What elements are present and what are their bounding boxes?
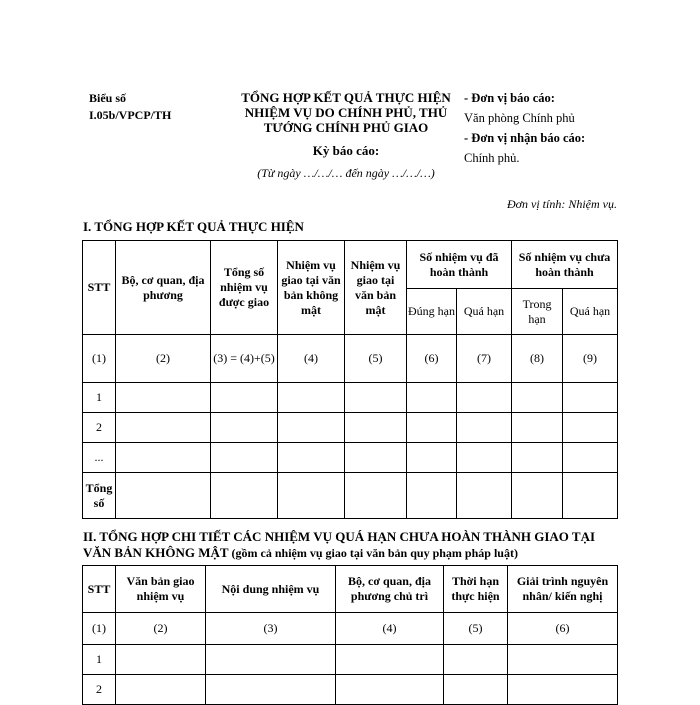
col-number: (1) [83,335,116,383]
sender-value: Văn phòng Chính phủ [464,111,575,125]
section2-title [83,529,623,561]
form-code-line: I.05b/VPCP/TH [89,108,172,122]
col-number: (4) [278,335,345,383]
row-label: 2 [83,675,116,705]
header-completed-on-time: Đúng hạn [407,289,457,335]
receiver-label: - Đơn vị nhận báo cáo: [464,131,586,145]
overdue-detail-table [82,565,618,705]
column-number-row [83,335,618,383]
header-stt: STT [83,241,116,335]
col-number: (5) [345,335,407,383]
header-content: Nội dung nhiệm vụ [206,566,336,613]
receiver-value: Chính phủ. [464,151,520,165]
col-number: (5) [444,613,508,645]
form-code-line: Biểu số [89,91,127,105]
header-deadline: Thời hạn thực hiện [444,566,508,613]
unit-note: Đơn vị tính: Nhiệm vụ. [506,197,617,211]
section2-note: (gồm cả nhiệm vụ giao tại văn bản quy phạm pháp luật) [231,546,518,560]
col-number: (3) = (4)+(5) [211,335,278,383]
title-line: TƯỚNG CHÍNH PHỦ GIAO [263,120,429,135]
table-row [83,413,618,443]
table-row [83,383,618,413]
table-row [83,443,618,473]
col-number: (2) [116,613,206,645]
title-line: NHIỆM VỤ DO CHÍNH PHỦ, THỦ [244,105,448,120]
total-row [83,473,618,519]
row-label: Tổng số [83,473,116,519]
header-explain: Giải trình nguyên nhân/ kiến nghị [508,566,618,613]
col-number: (4) [336,613,444,645]
col-number: (3) [206,613,336,645]
header-incomplete-overdue: Quá hạn [563,289,618,335]
row-label: 2 [83,413,116,443]
summary-table [82,240,618,519]
header-agency: Bộ, cơ quan, địa phương chủ trì [336,566,444,613]
table-row [83,645,618,675]
sender-label: - Đơn vị báo cáo: [464,91,555,105]
header-total: Tổng số nhiệm vụ được giao [211,241,278,335]
header-completed: Số nhiệm vụ đã hoàn thành [407,241,512,289]
header-secret: Nhiệm vụ giao tại văn bản mật [345,241,407,335]
header-non-secret: Nhiệm vụ giao tại văn bản không mật [278,241,345,335]
document-title [230,90,462,135]
row-label: 1 [83,383,116,413]
header-incomplete-in-term: Trong hạn [512,289,563,335]
col-number: (6) [407,335,457,383]
header-stt: STT [83,566,116,613]
header-agency: Bộ, cơ quan, địa phương [116,241,211,335]
header-completed-overdue: Quá hạn [457,289,512,335]
section1-title: I. TỔNG HỢP KẾT QUẢ THỰC HIỆN [83,219,304,234]
row-label: ... [83,443,116,473]
form-code [89,90,171,124]
col-number: (1) [83,613,116,645]
col-number: (8) [512,335,563,383]
col-number: (6) [508,613,618,645]
col-number: (7) [457,335,512,383]
section2-heading: II. TỔNG HỢP CHI TIẾT CÁC NHIỆM VỤ QUÁ HẠN CHƯA HOÀN THÀNH GIAO TẠI VĂN BẢN KHÔNG MẬT [83,529,596,560]
col-number: (2) [116,335,211,383]
report-info [464,90,585,170]
period-label: Kỳ báo cáo: [312,143,380,158]
table-row [83,675,618,705]
row-label: 1 [83,645,116,675]
period-range: (Từ ngày …/…/… đến ngày …/…/…) [257,166,435,180]
header-incomplete: Số nhiệm vụ chưa hoàn thành [512,241,618,289]
col-number: (9) [563,335,618,383]
header-doc: Văn bản giao nhiệm vụ [116,566,206,613]
title-line: TỔNG HỢP KẾT QUẢ THỰC HIỆN [241,90,451,105]
column-number-row [83,613,618,645]
